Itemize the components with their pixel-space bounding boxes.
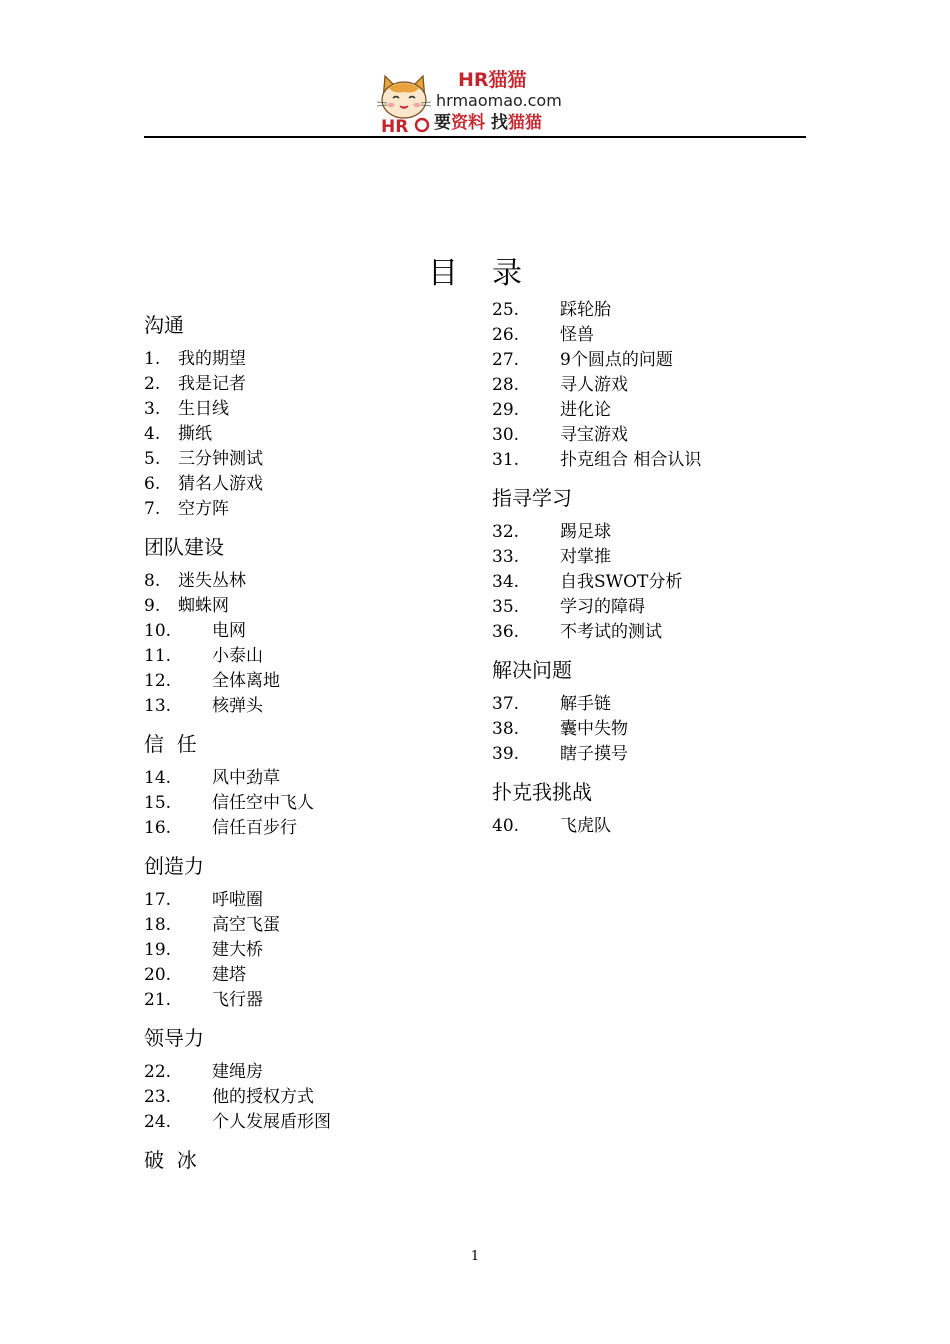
- toc-entry[interactable]: [492, 373, 812, 398]
- brand-slogan: [434, 112, 542, 134]
- toc-entry-label: 迷失丛林: [178, 571, 246, 591]
- toc-entry-label: 建塔: [212, 965, 246, 985]
- toc-entry-label: 瞎子摸号: [560, 744, 628, 764]
- toc-entry[interactable]: [492, 323, 812, 348]
- toc-entry[interactable]: [144, 372, 464, 397]
- toc-entry-label: 建大桥: [212, 940, 263, 960]
- toc-entry-label: 踩轮胎: [560, 300, 611, 320]
- toc-entry[interactable]: [492, 570, 812, 595]
- toc-section: [492, 657, 812, 767]
- toc-entry-number: 6.: [144, 474, 161, 494]
- toc-entry[interactable]: [144, 791, 464, 816]
- toc-section: [144, 534, 464, 719]
- toc-entry[interactable]: [492, 448, 812, 473]
- toc-entry-label: 对掌推: [560, 547, 611, 567]
- toc-entry[interactable]: [492, 620, 812, 645]
- toc-continued-items: [492, 298, 812, 473]
- toc-entry[interactable]: [144, 619, 464, 644]
- toc-entry-number: 11.: [144, 646, 172, 666]
- toc-entry-number: 31.: [492, 450, 520, 470]
- toc-entry-number: 26.: [492, 325, 520, 345]
- toc-entry[interactable]: [492, 520, 812, 545]
- toc-entry[interactable]: [144, 497, 464, 522]
- toc-entry-label: 我是记者: [178, 374, 246, 394]
- toc-entry-number: 9.: [144, 596, 161, 616]
- toc-entry-number: 25.: [492, 300, 520, 320]
- toc-entry-number: 32.: [492, 522, 520, 542]
- toc-entry[interactable]: [144, 694, 464, 719]
- toc-entry-label: 信任百步行: [212, 818, 297, 838]
- toc-entry-number: 34.: [492, 572, 520, 592]
- toc-entry[interactable]: [144, 888, 464, 913]
- toc-entry[interactable]: [144, 669, 464, 694]
- toc-section: [492, 485, 812, 645]
- page-header: [0, 0, 950, 140]
- toc-entry[interactable]: [144, 569, 464, 594]
- toc-entry-label: 个人发展盾形图: [212, 1112, 331, 1132]
- toc-entry-number: 10.: [144, 621, 172, 641]
- toc-entry-label: 自我SWOT分析: [560, 572, 683, 592]
- toc-entry-label: 小泰山: [212, 646, 263, 666]
- toc-entry[interactable]: [144, 594, 464, 619]
- toc-entry-label: 他的授权方式: [212, 1087, 314, 1107]
- toc-entry-number: 29.: [492, 400, 520, 420]
- toc-entry-label: 电网: [212, 621, 246, 641]
- logo-letters: HR: [381, 117, 409, 134]
- toc-section: [144, 1025, 464, 1135]
- toc-section-heading: 破 冰: [144, 1148, 197, 1172]
- toc-entry-number: 28.: [492, 375, 520, 395]
- toc-entry-number: 2.: [144, 374, 161, 394]
- toc-entry[interactable]: [144, 397, 464, 422]
- toc-entry[interactable]: [144, 347, 464, 372]
- toc-entry-label: 建绳房: [212, 1062, 263, 1082]
- toc-right-column: [492, 298, 812, 851]
- toc-section-heading: 沟通: [144, 313, 184, 337]
- toc-entry[interactable]: [492, 398, 812, 423]
- toc-entry-label: 我的期望: [178, 349, 246, 369]
- toc-section-heading: 指寻学习: [492, 486, 572, 510]
- slogan-part: 猫猫: [507, 113, 542, 133]
- toc-entry-number: 1.: [144, 349, 161, 369]
- toc-entry-label: 寻宝游戏: [560, 425, 628, 445]
- page-number: 1: [470, 1249, 480, 1264]
- toc-entry[interactable]: [144, 988, 464, 1013]
- toc-entry[interactable]: [144, 766, 464, 791]
- toc-entry-number: 18.: [144, 915, 172, 935]
- toc-entry-label: 风中劲草: [212, 768, 280, 788]
- toc-section: [492, 779, 812, 839]
- toc-entry-label: 怪兽: [560, 325, 594, 345]
- cat-logo-icon: [375, 70, 433, 134]
- toc-entry-number: 39.: [492, 744, 520, 764]
- toc-entry-number: 23.: [144, 1087, 172, 1107]
- slogan-part: 找: [490, 113, 508, 133]
- toc-entry-number: 16.: [144, 818, 172, 838]
- toc-entry-number: 30.: [492, 425, 520, 445]
- toc-entry-number: 12.: [144, 671, 172, 691]
- slogan-part: 要: [434, 113, 451, 133]
- toc-entry[interactable]: [144, 963, 464, 988]
- toc-section-heading: 解决问题: [492, 658, 572, 682]
- toc-entry[interactable]: [144, 913, 464, 938]
- toc-entry-label: 高空飞蛋: [212, 915, 280, 935]
- toc-entry[interactable]: [492, 742, 812, 767]
- toc-entry[interactable]: [492, 595, 812, 620]
- toc-entry[interactable]: [144, 816, 464, 841]
- toc-section: [144, 1147, 464, 1173]
- toc-entry-number: 19.: [144, 940, 172, 960]
- toc-entry-number: 37.: [492, 694, 520, 714]
- toc-entry-number: 33.: [492, 547, 520, 567]
- toc-entry-number: 20.: [144, 965, 172, 985]
- toc-left-column: [144, 312, 464, 1185]
- toc-entry-label: 信任空中飞人: [212, 793, 314, 813]
- toc-entry-number: 5.: [144, 449, 161, 469]
- toc-entry-number: 13.: [144, 696, 172, 716]
- toc-entry[interactable]: [144, 1110, 464, 1135]
- toc-entry[interactable]: [144, 938, 464, 963]
- toc-section-heading: 创造力: [144, 854, 204, 878]
- toc-section: [144, 853, 464, 1013]
- toc-entry[interactable]: [144, 472, 464, 497]
- toc-entry-label: 踢足球: [560, 522, 611, 542]
- document-title: 目录: [428, 256, 556, 291]
- toc-entry-number: 3.: [144, 399, 161, 419]
- toc-entry-label: 猜名人游戏: [178, 474, 263, 494]
- toc-entry-number: 14.: [144, 768, 172, 788]
- toc-entry-number: 7.: [144, 499, 161, 519]
- toc-entry-number: 35.: [492, 597, 520, 617]
- toc-entry[interactable]: [492, 717, 812, 742]
- brand-url: hrmaomao.com: [436, 91, 562, 110]
- brand-title: HR猫猫: [458, 69, 527, 91]
- toc-entry-label: 空方阵: [178, 499, 229, 519]
- toc-entry-number: 8.: [144, 571, 161, 591]
- toc-entry[interactable]: [144, 447, 464, 472]
- toc-entry-label: 扑克组合 相合认识: [560, 450, 702, 470]
- toc-entry-number: 38.: [492, 719, 520, 739]
- toc-entry-label: 全体离地: [212, 671, 280, 691]
- toc-section: [144, 731, 464, 841]
- toc-entry-label: 不考试的测试: [560, 622, 662, 642]
- toc-entry-number: 36.: [492, 622, 520, 642]
- toc-entry-label: 蜘蛛网: [178, 596, 229, 616]
- toc-entry[interactable]: [492, 545, 812, 570]
- toc-section: [144, 312, 464, 522]
- toc-entry-number: 15.: [144, 793, 172, 813]
- toc-entry-number: 17.: [144, 890, 172, 910]
- toc-entry-label: 寻人游戏: [560, 375, 628, 395]
- toc-entry-label: 三分钟测试: [178, 449, 263, 469]
- toc-entry-label: 生日线: [178, 399, 229, 419]
- toc-entry-label: 飞行器: [212, 990, 263, 1010]
- toc-entry-label: 呼啦圈: [212, 890, 263, 910]
- toc-entry-label: 学习的障碍: [560, 597, 645, 617]
- toc-section-heading: 团队建设: [144, 535, 224, 559]
- header-divider: [144, 136, 806, 138]
- toc-entry-label: 撕纸: [178, 424, 212, 444]
- toc-entry-number: 21.: [144, 990, 172, 1010]
- toc-entry-number: 4.: [144, 424, 161, 444]
- slogan-part: 资料: [451, 113, 491, 133]
- toc-entry[interactable]: [492, 298, 812, 323]
- toc-section-heading: 领导力: [144, 1026, 204, 1050]
- toc-entry[interactable]: [492, 423, 812, 448]
- toc-section-heading: 扑克我挑战: [492, 780, 592, 804]
- toc-entry-label: 飞虎队: [560, 816, 611, 836]
- toc-section-heading: 信 任: [144, 732, 197, 756]
- toc-entry[interactable]: [144, 1060, 464, 1085]
- toc-entry[interactable]: [492, 348, 812, 373]
- toc-entry-label: 核弹头: [212, 696, 263, 716]
- toc-entry[interactable]: [144, 644, 464, 669]
- toc-entry-number: 24.: [144, 1112, 172, 1132]
- toc-entry-number: 22.: [144, 1062, 172, 1082]
- toc-entry-number: 27.: [492, 350, 520, 370]
- toc-entry-label: 进化论: [560, 400, 611, 420]
- toc-entry-label: 解手链: [560, 694, 611, 714]
- toc-entry-label: 9个圆点的问题: [560, 350, 673, 370]
- toc-entry[interactable]: [492, 814, 812, 839]
- toc-entry-number: 40.: [492, 816, 520, 836]
- toc-entry[interactable]: [492, 692, 812, 717]
- toc-entry-label: 囊中失物: [560, 719, 628, 739]
- toc-entry[interactable]: [144, 422, 464, 447]
- toc-entry[interactable]: [144, 1085, 464, 1110]
